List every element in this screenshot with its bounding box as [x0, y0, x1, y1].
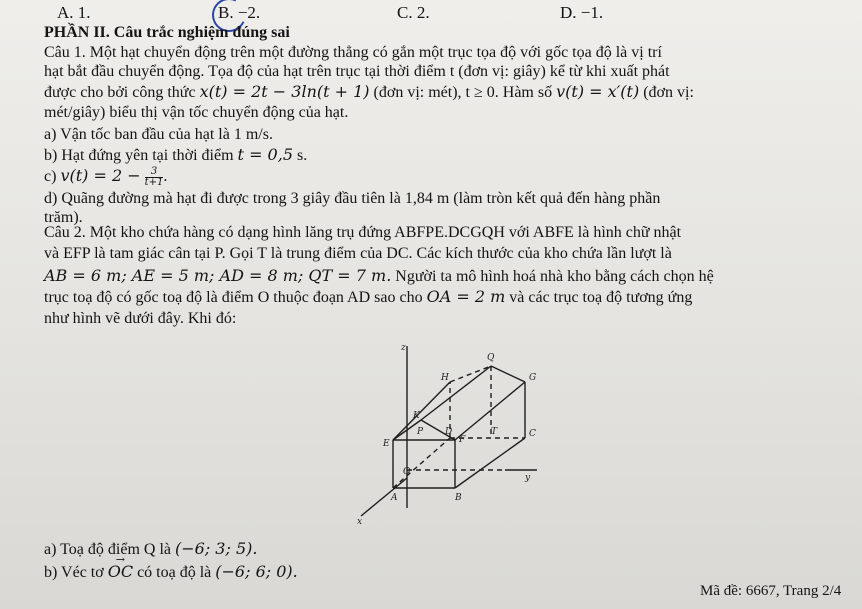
section-title: PHẦN II. Câu trắc nghiệm đúng sai	[44, 24, 290, 41]
q1-item-b-unit: s.	[293, 147, 308, 164]
q1-line-3-text-a: được cho bởi công thức	[44, 84, 200, 101]
label-d: D	[445, 427, 453, 437]
q1-item-b	[44, 146, 307, 165]
q1-line-2: hạt bắt đầu chuyển động. Tọa độ của hạt trên trục tại thời điểm t (đơn vị: giây) kể từ khi xuất phát	[44, 63, 670, 80]
fraction-denominator: t+1	[144, 177, 164, 188]
q2-line-4	[44, 288, 692, 307]
q2-item-b-formula: (−6; 6; 0).	[215, 562, 298, 581]
edge-bc	[455, 438, 525, 488]
label-t: T	[491, 427, 498, 437]
q1-line-1-text: Câu 1. Một hạt chuyển động trên một đường thẳng có gắn một trục tọa độ với gốc tọa độ là vị trí	[44, 44, 662, 61]
q1-item-c-end: .	[163, 168, 168, 186]
q1-item-a: a) Vận tốc ban đầu của hạt là 1 m/s.	[44, 126, 273, 143]
q1-item-d-line-2: trăm).	[44, 209, 83, 226]
q2-line-1: Câu 2. Một kho chứa hàng có dạng hình lăng trụ đứng ABFPE.DCGQH với ABFE là hình chữ nhật	[44, 224, 682, 241]
footer-page-code: Mã đề: 6667, Trang 2/4	[700, 583, 842, 599]
label-x: x	[357, 517, 363, 527]
q2-line-3-text: Người ta mô hình hoá nhà kho bằng cách chọn hệ	[391, 268, 714, 285]
answer-c: C. 2.	[397, 3, 430, 22]
label-h: H	[441, 373, 449, 383]
answer-a: A. 1.	[57, 3, 91, 22]
label-z: z	[401, 343, 406, 353]
q1-line-3	[44, 83, 694, 102]
label-a: A	[391, 493, 398, 503]
q1-item-c-label: c)	[44, 168, 61, 186]
q2-item-b-mid: có toạ độ là	[133, 564, 216, 581]
x-axis	[361, 478, 407, 516]
label-b: B	[455, 493, 462, 503]
q1-position-formula: x(t) = 2t − 3ln(t + 1)	[199, 82, 370, 101]
answer-b: B. −2.	[218, 3, 261, 22]
q1-line-3-text-c: (đơn vị:	[639, 84, 694, 101]
q2-item-a	[44, 540, 257, 559]
label-e: E	[383, 439, 390, 449]
fraction-numerator: 3	[145, 167, 164, 178]
label-k: K	[413, 411, 420, 421]
label-c: C	[529, 429, 536, 439]
q2-line-4-text-b: và các trục toạ độ tương ứng	[505, 289, 693, 306]
q1-line-4: mét/giây) biểu thị vận tốc chuyển động của hạt.	[44, 104, 349, 121]
q2-item-a-text: a) Toạ độ điểm Q là	[44, 541, 175, 558]
q2-item-b-text: b) Véc tơ	[44, 564, 108, 581]
q2-item-b	[44, 563, 298, 582]
q1-line-1	[44, 44, 662, 62]
q2-line-2: và EFP là tam giác cân tại P. Gọi T là trung điểm của DC. Các kích thước của kho chứa lần lượt là	[44, 245, 672, 262]
q1-item-b-formula: t = 0,5	[237, 145, 293, 164]
label-p: P	[417, 427, 424, 437]
q2-item-a-formula: (−6; 3; 5).	[175, 539, 258, 558]
edge-hq	[450, 366, 491, 382]
q2-dimensions-formula: AB = 6 m; AE = 5 m; AD = 8 m; QT = 7 m.	[44, 266, 392, 285]
q1-velocity-formula: v(t) = x′(t)	[556, 82, 640, 101]
q2-oa-formula: OA = 2 m	[426, 287, 506, 306]
q2-line-4-text-a: trục toạ độ có gốc toạ độ là điểm O thuộc đoạn AD sao cho	[44, 289, 427, 306]
q1-item-d-line-1: d) Quãng đường mà hạt đi được trong 3 giây đầu tiên là 1,84 m (làm tròn kết quả đến hàng phần	[44, 190, 661, 207]
q2-line-3	[44, 267, 714, 286]
label-g: G	[529, 373, 537, 383]
q1-line-3-text-b: (đơn vị: mét), t ≥ 0. Hàm số	[369, 84, 557, 101]
q1-item-c-formula: v(t) = 2 −	[60, 166, 141, 186]
q2-item-b-vector: → OC	[108, 563, 133, 581]
label-f: F	[459, 435, 466, 445]
q1-item-c-fraction	[145, 167, 164, 188]
label-o: O	[403, 467, 411, 477]
warehouse-prism-figure	[355, 338, 555, 528]
edge-ad	[393, 438, 450, 488]
q1-item-b-text: b) Hạt đứng yên tại thời điểm	[44, 147, 238, 164]
edge-pq	[421, 366, 491, 420]
label-q: Q	[487, 353, 495, 363]
label-y: y	[525, 473, 531, 483]
q1-item-c	[44, 167, 167, 188]
edge-qg	[491, 366, 525, 382]
edge-fg	[455, 382, 525, 440]
answer-options-row	[0, 4, 862, 24]
q2-line-5: như hình vẽ dưới đây. Khi đó:	[44, 310, 237, 327]
answer-d: D. −1.	[560, 3, 604, 22]
